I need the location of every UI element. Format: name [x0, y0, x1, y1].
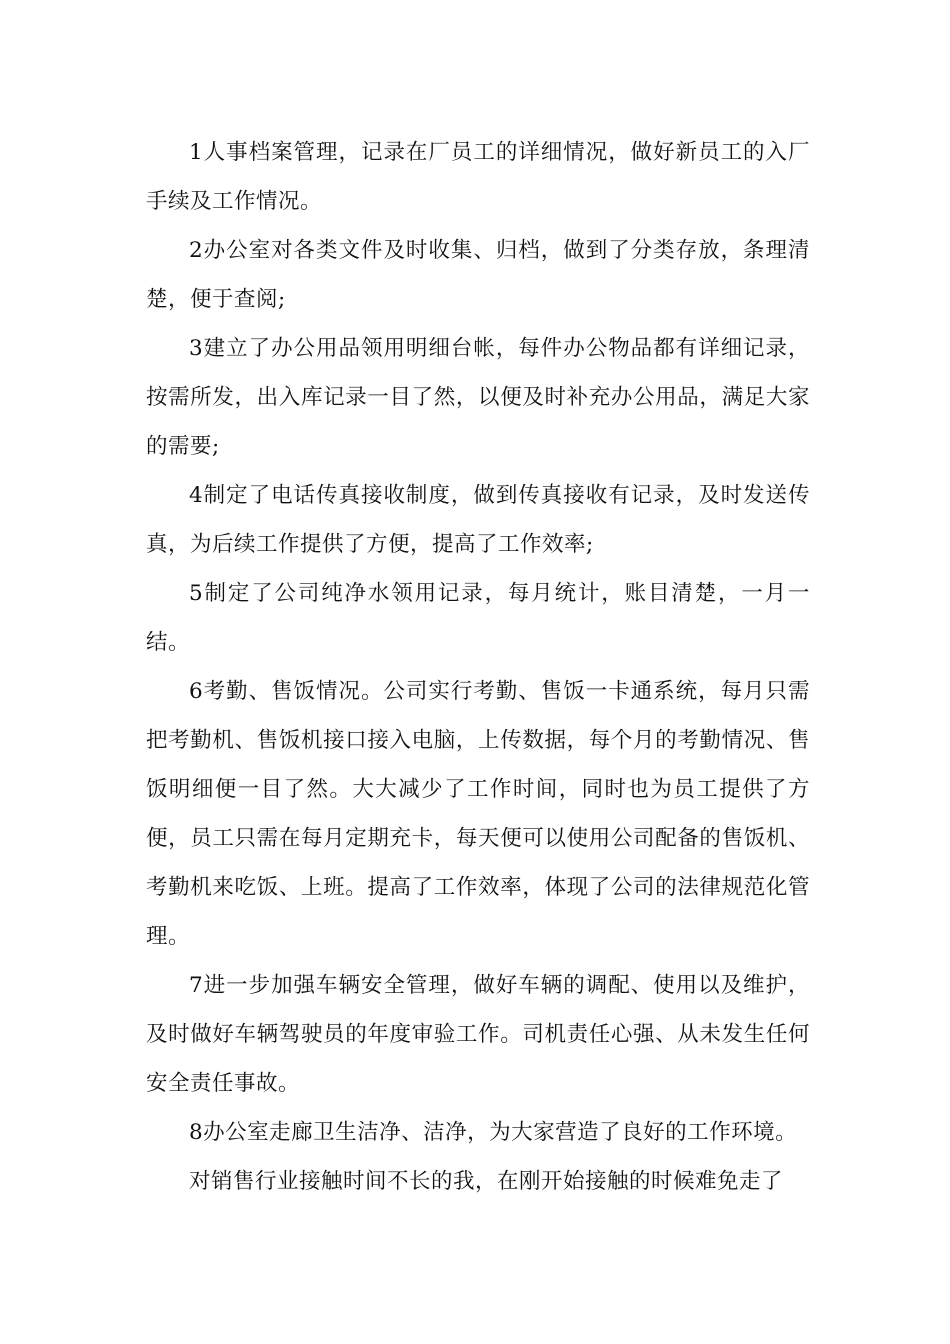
paragraph-3: 3建立了办公用品领用明细台帐，每件办公物品都有详细记录，按需所发，出入库记录一目了然，以便及时补充办公用品，满足大家的需要;	[146, 336, 810, 459]
paragraph-9: 对销售行业接触时间不长的我，在刚开始接触的时候难免走了	[189, 1169, 784, 1194]
paragraph-8: 8办公室走廊卫生洁净、洁净，为大家营造了良好的工作环境。	[189, 1120, 798, 1145]
paragraph-2: 2办公室对各类文件及时收集、归档，做到了分类存放，条理清楚，便于查阅;	[146, 238, 810, 312]
paragraph-6: 6考勤、售饭情况。公司实行考勤、售饭一卡通系统，每月只需把考勤机、售饭机接口接入电脑，上传数据，每个月的考勤情况、售饭明细便一目了然。大大减少了工作时间，同时也为员工提供了方便，员工只需在每月定期充卡，每天便可以使用公司配备的售饭机、考勤机来吃饭、上班。提高了工作效率，体现了公司的法律规范化管理。	[146, 679, 810, 949]
paragraph-7: 7进一步加强车辆安全管理，做好车辆的调配、使用以及维护，及时做好车辆驾驶员的年度审验工作。司机责任心强、从未发生任何安全责任事故。	[146, 973, 810, 1096]
paragraph-4: 4制定了电话传真接收制度，做到传真接收有记录，及时发送传真，为后续工作提供了方便，提高了工作效率;	[146, 483, 810, 557]
paragraph-5: 5制定了公司纯净水领用记录，每月统计，账目清楚，一月一结。	[146, 581, 810, 655]
document-body	[146, 128, 810, 1206]
paragraph-1: 1人事档案管理，记录在厂员工的详细情况，做好新员工的入厂手续及工作情况。	[146, 140, 810, 214]
